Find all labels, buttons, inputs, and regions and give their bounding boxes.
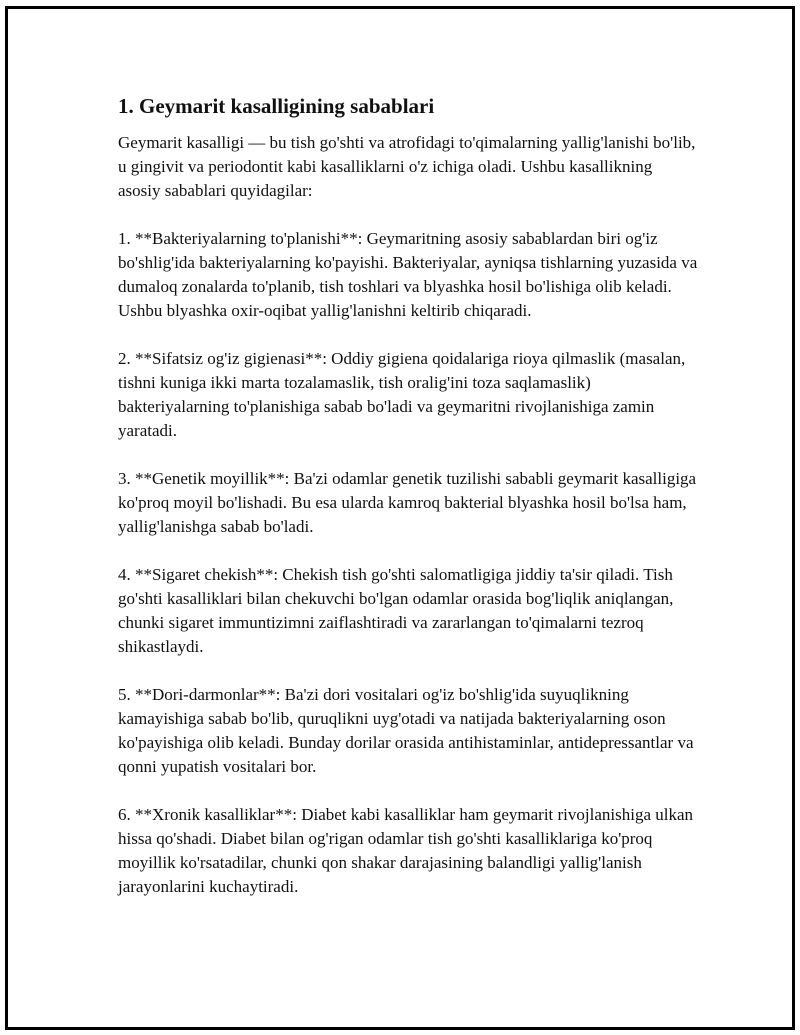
cause-item-medication: 5. **Dori-darmonlar**: Ba'zi dori vositalari og'iz bo'shlig'ida suyuqlikning kamayishiga sabab bo'lib, quruqlikni uyg'otadi va natijada bakteriyalarning oson ko'payishiga olib keladi. Bunday dorilar orasida antihistaminlar, antidepressantlar va qonni yupatish vositalari bor.	[118, 685, 694, 776]
document-body	[118, 93, 698, 923]
cause-item-bacteria: 1. **Bakteriyalarning to'planishi**: Geymaritning asosiy sabablardan biri og'iz bo'shlig'ida bakteriyalarning ko'payishi. Bakteriyalar, ayniqsa tishlarning yuzasida va dumaloq zonalarda to'planib, tish toshlari va blyashka hosil bo'lishiga olib keladi. Ushbu blyashka oxir-oqibat yallig'lanishni keltirib chiqaradi.	[118, 229, 698, 320]
cause-item-chronic-disease: 6. **Xronik kasalliklar**: Diabet kabi kasalliklar ham geymarit rivojlanishiga ulkan hissa qo'shadi. Diabet bilan og'rigan odamlar tish go'shti kasalliklariga ko'proq moyillik ko'rsatadilar, chunki qon shakar darajasining balandligi yallig'lanish jarayonlarini kuchaytiradi.	[118, 805, 694, 896]
cause-item-smoking: 4. **Sigaret chekish**: Chekish tish go'shti salomatligiga jiddiy ta'sir qiladi. Tish go'shti kasalliklari bilan chekuvchi bo'lgan odamlar orasida bog'liqlik aniqlangan, chunki sigaret immuntizimni zaiflashtiradi va zararlangan to'qimalarni tezroq shikastlaydi.	[118, 565, 674, 656]
intro-paragraph: Geymarit kasalligi — bu tish go'shti va atrofidagi to'qimalarning yallig'lanishi bo'lib, u gingivit va periodontit kabi kasalliklarni o'z ichiga oladi. Ushbu kasallikning asosiy sabablari quyidagilar:	[118, 133, 696, 200]
cause-item-hygiene: 2. **Sifatsiz og'iz gigienasi**: Oddiy gigiena qoidalariga rioya qilmaslik (masalan, tishni kuniga ikki marta tozalamaslik, tish oralig'ini toza saqlamaslik) bakteriyalarning to'planishiga sabab bo'ladi va geymaritni rivojlanishiga zamin yaratadi.	[118, 349, 686, 440]
cause-item-genetics: 3. **Genetik moyillik**: Ba'zi odamlar genetik tuzilishi sababli geymarit kasalligiga ko'proq moyil bo'lishadi. Bu esa ularda kamroq bakterial blyashka hosil bo'lsa ham, yallig'lanishga sabab bo'ladi.	[118, 469, 697, 536]
section-heading: 1. Geymarit kasalligining sabablari	[118, 94, 435, 118]
